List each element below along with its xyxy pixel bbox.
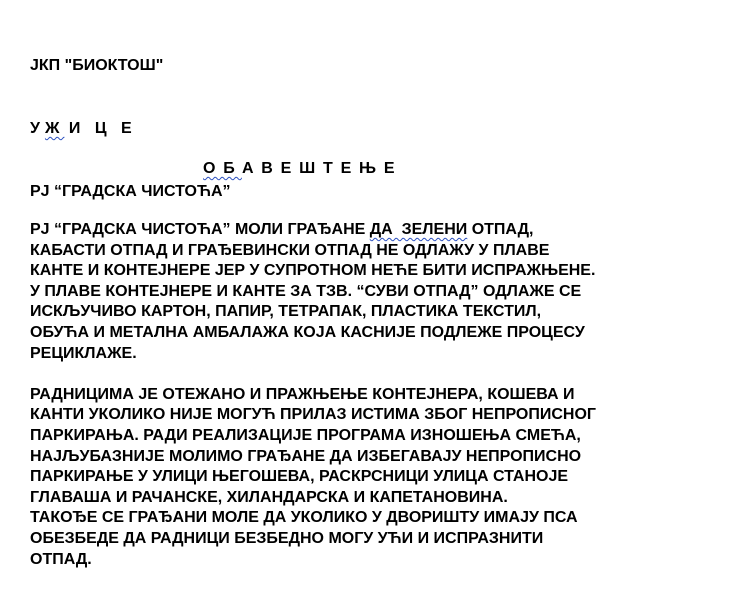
paragraph2-line: КАНТИ УКОЛИКО НИЈЕ МОГУЋ ПРИЛАЗ ИСТИМА ЗБОГ НЕПРОПИСНОГ [30,406,596,424]
paragraph2-line: НАЈЉУБАЗНИЈЕ МОЛИМО ГРАЂАНЕ ДА ИЗБЕГАВАЈУ НЕПРОПИСНО [30,447,582,465]
paragraph1-underlined-phrase: ДА ЗЕЛЕНИ [369,221,468,238]
company-name: ЈКП "БИОКТОШ" [30,57,164,74]
paragraph1-line-1-end: ОТПАД, [467,221,534,238]
city-name [30,118,231,139]
notice-title [203,158,402,179]
paragraph1-line: ИСКЉУЧИВО КАРТОН, ПАПИР, ТЕТРАПАК, ПЛАСТИКА ТЕКСТИЛ, [30,303,542,321]
paragraph2-line: ОБЕЗБЕДЕ ДА РАДНИЦИ БЕЗБЕДНО МОГУ УЋИ И ИСПРАЗНИТИ [30,529,544,547]
unit-name: РЈ “ГРАДСКА ЧИСТОЋА” [30,183,231,200]
paragraph-gap [30,364,730,385]
notice-title-rest: АВЕШТЕЊЕ [241,160,403,177]
paragraph1-line: РЕЦИКЛАЖЕ. [30,344,137,362]
notice-title-wavy-part: ОБ [203,160,242,177]
paragraph1-line-1-start: РЈ “ГРАДСКА ЧИСТОЋА” МОЛИ ГРАЂАНЕ [30,221,370,238]
paragraph1-line-1 [30,220,730,241]
city-wavy-letter: Ж [44,120,65,137]
city-rest: И Ц Е [68,120,137,137]
paragraph1-line: КАНТЕ И КОНТЕЈНЕРЕ ЈЕР У СУПРОТНОМ НЕЋЕ БИТИ ИСПРАЖЊЕНЕ. [30,262,596,280]
paragraph2-line: ТАКОЂЕ СЕ ГРАЂАНИ МОЛЕ ДА УКОЛИКО У ДВОРИШТУ ИМАЈУ ПСА [30,509,578,527]
paragraph1-line: ОБУЋА И МЕТАЛНА АМБАЛАЖА КОЈА КАСНИЈЕ ПОДЛЕЖЕ ПРОЦЕСУ [30,323,585,341]
city-first-letter: У [30,120,45,137]
paragraph2-line: РАДНИЦИМА ЈЕ ОТЕЖАНО И ПРАЖЊЕЊЕ КОНТЕЈНЕРА, КОШЕВА И [30,385,575,403]
paragraph2-line: ПАРКИРАЊЕ У УЛИЦИ ЊЕГОШЕВА, РАСКРСНИЦИ УЛИЦА СТАНОЈЕ [30,468,569,486]
document-header [30,13,231,244]
paragraph1-line: КАБАСТИ ОТПАД И ГРАЂЕВИНСКИ ОТПАД НЕ ОДЛАЖУ У ПЛАВЕ [30,241,550,259]
paragraph1-line: У ПЛАВЕ КОНТЕЈНЕРЕ И КАНТЕ ЗА ТЗВ. “СУВИ ОТПАД” ОДЛАЖЕ СЕ [30,282,582,300]
paragraph2-line: ОТПАД. [30,550,92,568]
notice-body [30,220,730,570]
paragraph2-line: ГЛАВАША И РАЧАНСКЕ, ХИЛАНДАРСКА И КАПЕТАНОВИНА. [30,488,508,506]
paragraph2-line: ПАРКИРАЊА. РАДИ РЕАЛИЗАЦИЈЕ ПРОГРАМА ИЗНОШЕЊА СМЕЋА, [30,426,581,444]
